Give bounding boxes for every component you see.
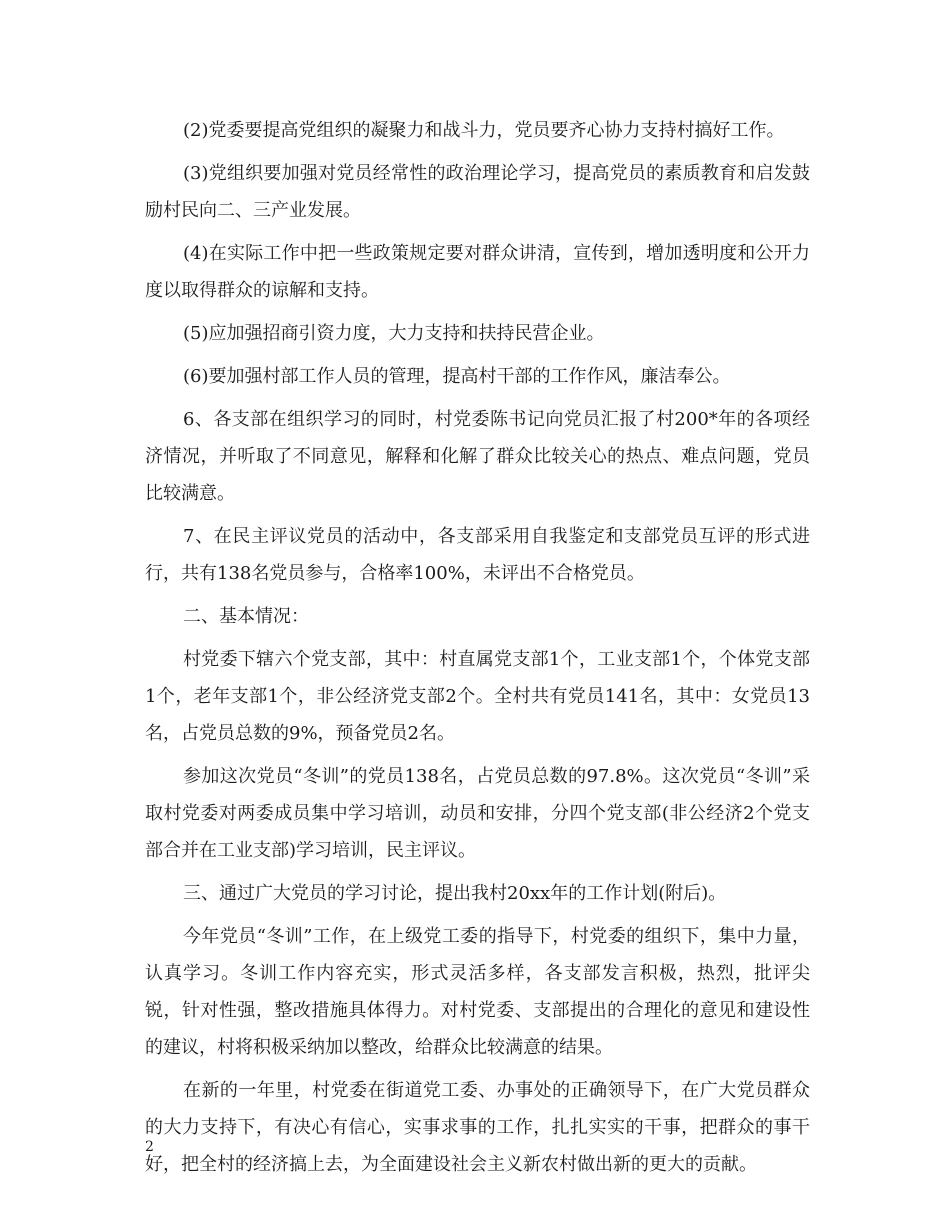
paragraph: 今年党员“冬训”工作，在上级党工委的指导下，村党委的组织下，集中力量，认真学习。冬训工作内容充实，形式灵活多样，各支部发言积极，热烈，批评尖锐，针对性强，整改措施具体得力。对村党委、支部提出的合理化的意见和建设性的建议，村将积极采纳加以整改，给群众比较满意的结果。	[145, 926, 810, 1058]
paragraph: 在新的一年里，村党委在街道党工委、办事处的正确领导下，在广大党员群众的大力支持下，有决心有信心，实事求事的工作，扎扎实实的干事，把群众的事干好，把全村的经济搞上去，为全面建设社会主义新农村做出新的更大的贡献。	[145, 1080, 810, 1175]
paragraph: (4)在实际工作中把一些政策规定要对群众讲清，宣传到，增加透明度和公开力度以取得群众的谅解和支持。	[145, 243, 810, 301]
paragraph: 参加这次党员“冬训”的党员138名，占党员总数的97.8%。这次党员“冬训”采取村党委对两委成员集中学习培训，动员和安排，分四个党支部(非公经济2个党支部合并在工业支部)学习培训，民主评议。	[145, 766, 810, 861]
paragraph: (3)党组织要加强对党员经常性的政治理论学习，提高党员的素质教育和启发鼓励村民向二、三产业发展。	[145, 163, 810, 221]
section-heading: 三、通过广大党员的学习讨论，提出我村20xx年的工作计划(附后)。	[183, 883, 727, 904]
paragraph: 村党委下辖六个党支部，其中：村直属党支部1个，工业支部1个，个体党支部1个，老年支部1个，非公经济党支部2个。全村共有党员141名，其中：女党员13名，占党员总数的9%，预备党员2名。	[145, 649, 810, 744]
section-heading: 二、基本情况：	[183, 606, 309, 627]
document-body	[145, 112, 810, 1189]
paragraph: (5)应加强招商引资力度，大力支持和扶持民营企业。	[183, 323, 605, 344]
paragraph: 6、各支部在组织学习的同时，村党委陈书记向党员汇报了村200*年的各项经济情况，并听取了不同意见，解释和化解了群众比较关心的热点、难点问题，党员比较满意。	[145, 409, 810, 504]
paragraph: (6)要加强村部工作人员的管理，提高村干部的工作作风，廉洁奉公。	[183, 366, 731, 387]
page-number: 2	[145, 1139, 154, 1155]
paragraph: 7、在民主评议党员的活动中，各支部采用自我鉴定和支部党员互评的形式进行，共有138名党员参与，合格率100%，未评出不合格党员。	[145, 526, 810, 584]
paragraph: (2)党委要提高党组织的凝聚力和战斗力，党员要齐心协力支持村搞好工作。	[183, 120, 785, 141]
